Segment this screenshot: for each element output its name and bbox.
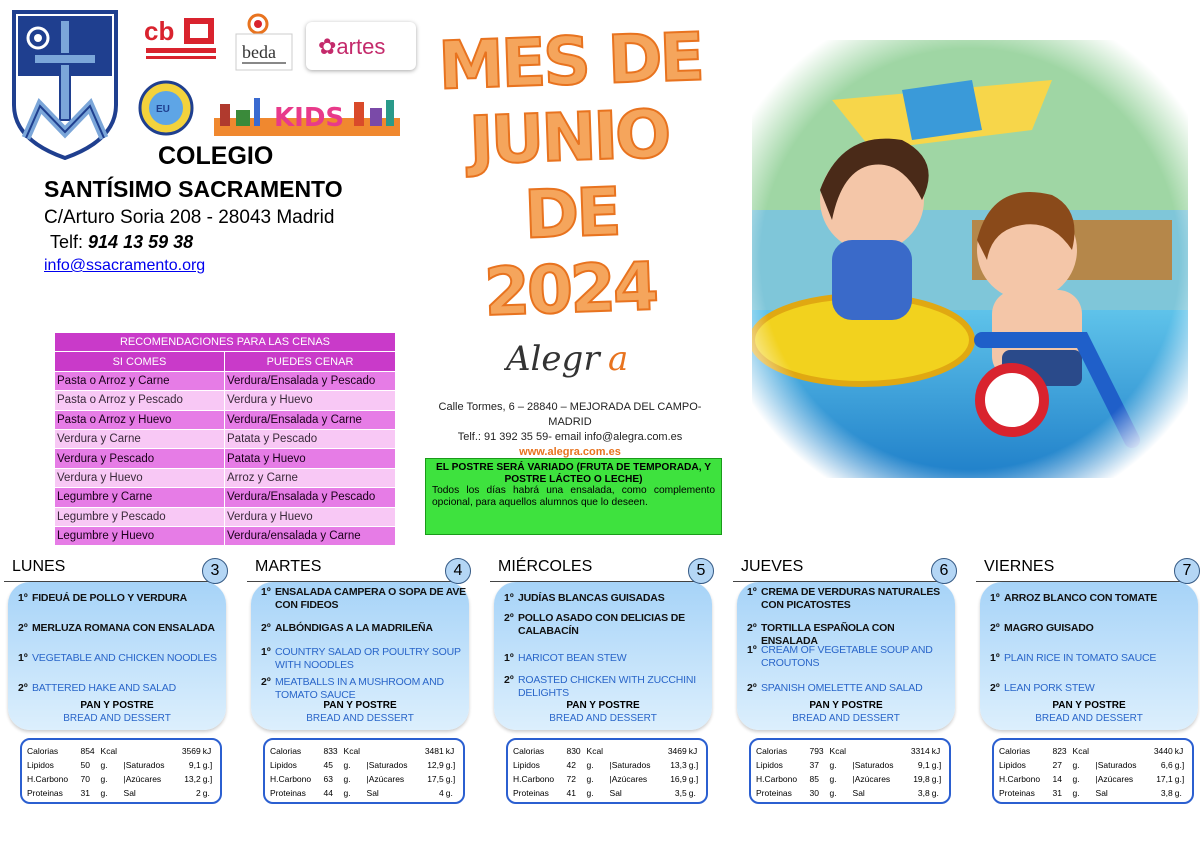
day-header	[976, 556, 1200, 580]
nutrition-table: Calorias 823 Kcal 3440 kJ Lipidos 27 g. |Saturados 6,6 g.] H.Carbono 14 g. |Azúcares 17,1 g.] Proteinas 31 g. Sal 3,8 g.	[992, 738, 1194, 804]
school-crest-logo	[12, 10, 118, 160]
day-number-badge: 5	[688, 558, 714, 584]
lunch-cell: Pasta o Arroz y Carne	[55, 371, 225, 390]
menu-card	[251, 582, 469, 730]
second-course-en: 2º ROASTED CHICKEN WITH ZUCCHINI DELIGHTS	[504, 674, 696, 699]
table-row	[55, 507, 396, 526]
lunch-cell: Pasta o Arroz y Huevo	[55, 410, 225, 429]
dinner-cell: Verdura/Ensalada y Pescado	[225, 488, 396, 507]
menu-card	[494, 582, 712, 730]
dessert-notice-title: EL POSTRE SERÁ VARIADO (FRUTA DE TEMPORADA, Y POSTRE LÁCTEO O LECHE)	[435, 462, 712, 485]
first-course-es: 1º ENSALADA CAMPERA O SOPA DE AVE CON FIDEOS	[261, 586, 466, 611]
first-course-en: 1º HARICOT BEAN STEW	[504, 652, 627, 664]
table-row	[55, 468, 396, 487]
svg-text:✿artes: ✿artes	[318, 34, 386, 59]
day-number-badge: 4	[445, 558, 471, 584]
title-line-2: JUNIO DE	[467, 95, 670, 254]
svg-text:Alegr: Alegr	[506, 339, 600, 379]
page-title	[420, 18, 720, 331]
first-course-en: 1º VEGETABLE AND CHICKEN NOODLES	[18, 652, 217, 664]
second-course-es: 2º ALBÓNDIGAS A LA MADRILEÑA	[261, 622, 433, 634]
lunch-cell: Verdura y Pescado	[55, 449, 225, 468]
svg-text:a: a	[608, 339, 629, 379]
first-course-en: 1º COUNTRY SALAD OR POULTRY SOUP WITH NOODLES	[261, 646, 461, 671]
dessert-notice	[425, 458, 722, 535]
second-course-en: 2º MEATBALLS IN A MUSHROOM AND TOMATO SAUCE	[261, 676, 444, 701]
day-header	[4, 556, 228, 580]
day-name: MARTES	[255, 558, 322, 575]
school-address: C/Arturo Soria 208 - 28043 Madrid	[44, 207, 335, 228]
svg-text:KIDS: KIDS	[274, 103, 345, 133]
nutrition-table: Calorias 793 Kcal 3314 kJ Lipidos 37 g. |Saturados 9,1 g.] H.Carbono 85 g. |Azúcares 19,8 g.] Proteinas 30 g. Sal 3,8 g.	[749, 738, 951, 804]
school-email-link[interactable]: info@ssacramento.org	[44, 257, 206, 274]
dinner-cell: Verdura y Huevo	[225, 391, 396, 410]
bread-dessert-es: PAN Y POSTRE	[80, 700, 154, 711]
nutrition-table: Calorias 833 Kcal 3481 kJ Lipidos 45 g. |Saturados 12,9 g.] H.Carbono 63 g. |Azúcares 17,5 g.] Proteinas 44 g. Sal 4 g.	[263, 738, 465, 804]
alegra-logo	[504, 334, 634, 390]
day-column-jueves	[733, 550, 957, 810]
second-course-es: 2º MERLUZA ROMANA CON ENSALADA	[18, 622, 215, 634]
lunch-cell: Pasta o Arroz y Pescado	[55, 391, 225, 410]
svg-text:cb: cb	[144, 16, 175, 46]
menu-card	[980, 582, 1198, 730]
bread-dessert-en: BREAD AND DESSERT	[63, 713, 171, 724]
dinner-cell: Patata y Pescado	[225, 429, 396, 448]
day-number-badge: 7	[1174, 558, 1200, 584]
recommendations-title: RECOMENDACIONES PARA LAS CENAS	[55, 333, 396, 352]
phone-number: 914 13 59 38	[88, 232, 194, 252]
bread-dessert-en: BREAD AND DESSERT	[549, 713, 657, 724]
beda-logo	[228, 10, 300, 76]
dinner-cell: Verdura/ensalada y Carne	[225, 526, 396, 545]
dinner-cell: Patata y Huevo	[225, 449, 396, 468]
caterer-info	[422, 400, 718, 460]
bread-dessert-es: PAN Y POSTRE	[1052, 700, 1126, 711]
dinner-cell: Verdura/Ensalada y Pescado	[225, 371, 396, 390]
lunch-cell: Verdura y Carne	[55, 429, 225, 448]
dinner-cell: Arroz y Carne	[225, 468, 396, 487]
table-row	[55, 526, 396, 545]
bread-dessert-es: PAN Y POSTRE	[323, 700, 397, 711]
second-course-en: 2º SPANISH OMELETTE AND SALAD	[747, 682, 923, 694]
kids-pool-illustration	[752, 40, 1188, 478]
day-header	[247, 556, 471, 580]
first-course-es: 1º FIDEUÁ DE POLLO Y VERDURA	[18, 592, 188, 604]
artes-logo	[306, 22, 416, 70]
day-name: MIÉRCOLES	[498, 558, 593, 575]
second-course-en: 2º LEAN PORK STEW	[990, 682, 1095, 694]
day-number-badge: 6	[931, 558, 957, 584]
school-title: COLEGIO	[158, 142, 274, 170]
dinner-cell: Verdura y Huevo	[225, 507, 396, 526]
nutrition-table: Calorias 830 Kcal 3469 kJ Lipidos 42 g. |Saturados 13,3 g.] H.Carbono 72 g. |Azúcares 16,9 g.] Proteinas 41 g. Sal 3,5 g.	[506, 738, 708, 804]
dessert-notice-body: Todos los días habrá una ensalada, como complemento opcional, para aquellos alumnos que lo deseen.	[432, 485, 715, 508]
day-number-badge: 3	[202, 558, 228, 584]
day-column-lunes	[4, 550, 228, 810]
day-name: VIERNES	[984, 558, 1055, 575]
bread-dessert-en: BREAD AND DESSERT	[306, 713, 414, 724]
table-row	[55, 488, 396, 507]
lunch-cell: Legumbre y Pescado	[55, 507, 225, 526]
europe-logo	[134, 80, 198, 136]
school-phone	[50, 232, 193, 253]
column-header-puedes-cenar: PUEDES CENAR	[225, 352, 396, 371]
bread-dessert-es: PAN Y POSTRE	[809, 700, 883, 711]
svg-text:EU: EU	[156, 104, 170, 115]
menu-card	[8, 582, 226, 730]
second-course-es: 2º POLLO ASADO CON DELICIAS DE CALABACÍN	[504, 612, 685, 637]
column-header-si-comes: SI COMES	[55, 352, 225, 371]
day-header	[490, 556, 714, 580]
day-header	[733, 556, 957, 580]
bread-dessert-en: BREAD AND DESSERT	[1035, 713, 1143, 724]
kids-logo	[214, 96, 400, 136]
caterer-contact: Telf.: 91 392 35 59- email info@alegra.com.es	[457, 431, 683, 443]
table-row	[55, 429, 396, 448]
lunch-cell: Verdura y Huevo	[55, 468, 225, 487]
day-column-martes	[247, 550, 471, 810]
dinner-cell: Verdura/Ensalada y Carne	[225, 410, 396, 429]
day-column-miercoles	[490, 550, 714, 810]
second-course-es: 2º TORTILLA ESPAÑOLA CON ENSALADA	[747, 622, 895, 647]
lunch-cell: Legumbre y Carne	[55, 488, 225, 507]
bread-dessert-es: PAN Y POSTRE	[566, 700, 640, 711]
second-course-en: 2º BATTERED HAKE AND SALAD	[18, 682, 176, 694]
lunch-cell: Legumbre y Huevo	[55, 526, 225, 545]
title-line-3: 2024	[482, 248, 658, 331]
first-course-es: 1º CREMA DE VERDURAS NATURALES CON PICATOSTES	[747, 586, 940, 611]
caterer-address: Calle Tormes, 6 – 28840 – MEJORADA DEL CAMPO- MADRID	[438, 401, 702, 428]
first-course-es: 1º JUDÍAS BLANCAS GUISADAS	[504, 592, 665, 604]
phone-label: Telf:	[50, 232, 84, 252]
title-line-1: MES DE	[437, 18, 703, 105]
caterer-website-link[interactable]: www.alegra.com.es	[519, 446, 621, 458]
table-row	[55, 371, 396, 390]
dinner-recommendations-table	[54, 332, 396, 546]
colegios-bilingues-logo	[142, 14, 220, 72]
day-column-viernes	[976, 550, 1200, 810]
first-course-es: 1º ARROZ BLANCO CON TOMATE	[990, 592, 1158, 604]
day-name: JUEVES	[741, 558, 804, 575]
school-name: SANTÍSIMO SACRAMENTO	[44, 176, 343, 202]
first-course-en: 1º CREAM OF VEGETABLE SOUP AND CROUTONS	[747, 644, 933, 669]
table-row	[55, 391, 396, 410]
first-course-en: 1º PLAIN RICE IN TOMATO SAUCE	[990, 652, 1157, 664]
svg-text:beda: beda	[242, 42, 276, 62]
nutrition-table: Calorias 854 Kcal 3569 kJ Lipidos 50 g. |Saturados 9,1 g.] H.Carbono 70 g. |Azúcares 13,2 g.] Proteinas 31 g. Sal 2 g.	[20, 738, 222, 804]
table-row	[55, 410, 396, 429]
table-row	[55, 449, 396, 468]
second-course-es: 2º MAGRO GUISADO	[990, 622, 1094, 634]
bread-dessert-en: BREAD AND DESSERT	[792, 713, 900, 724]
day-name: LUNES	[12, 558, 66, 575]
menu-card	[737, 582, 955, 730]
